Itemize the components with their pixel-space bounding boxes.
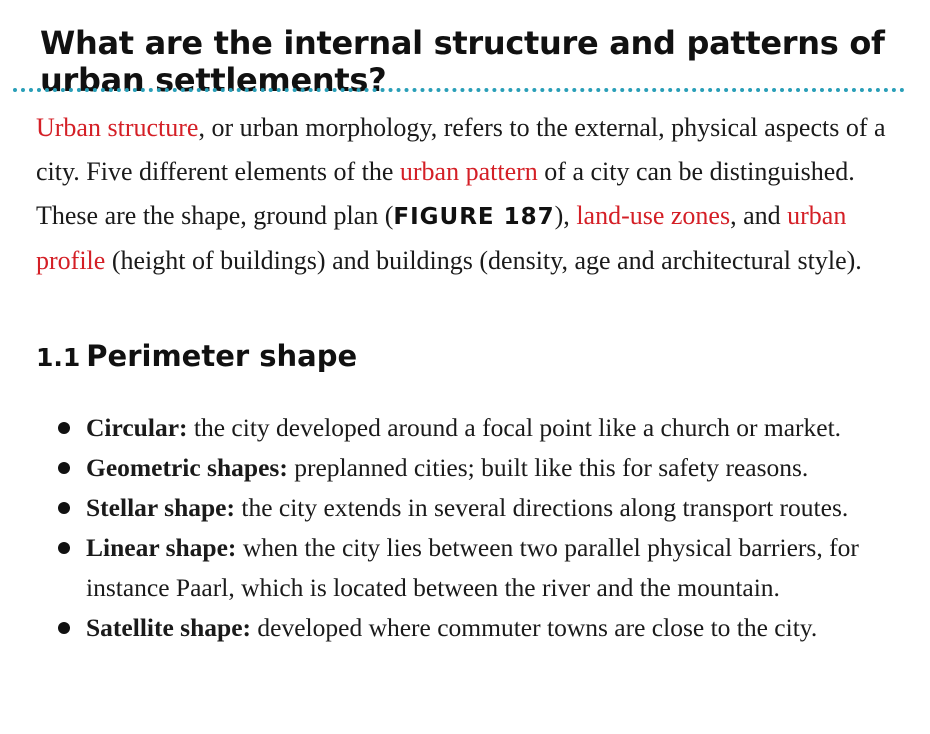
list-item-circular	[0, 408, 926, 448]
intro-text-5: (height of buildings) and buildings (density, age and architectural style).	[105, 246, 862, 275]
bullet-text: the city extends in several directions along transport routes.	[235, 493, 849, 522]
section-heading	[36, 336, 357, 378]
bullet-text: developed where commuter towns are close to the city.	[251, 613, 818, 642]
intro-paragraph	[36, 106, 916, 283]
list-item-linear	[0, 528, 926, 608]
section-number: 1.1	[36, 343, 81, 372]
figure-reference: FIGURE 187	[393, 204, 555, 230]
bullet-label: Linear shape:	[86, 533, 237, 562]
bullet-dot-icon	[58, 622, 70, 634]
bullet-text: the city developed around a focal point like a church or market.	[187, 413, 842, 442]
section-title: Perimeter shape	[86, 339, 358, 373]
intro-text-1: , or urban morphology, refers to the external, physical aspects of a city. Five different elements of the	[36, 113, 886, 186]
list-item-stellar	[0, 488, 926, 528]
bullet-dot-icon	[58, 422, 70, 434]
term-urban-pattern: urban pattern	[399, 157, 538, 186]
bullet-text: when the city lies between two parallel physical barriers, for instance Paarl, which is located between the river and the mountain.	[86, 533, 859, 602]
bullet-dot-icon	[58, 462, 70, 474]
intro-text-3: ),	[554, 201, 577, 230]
bullet-label: Stellar shape:	[86, 493, 235, 522]
shape-list	[0, 408, 930, 648]
bullet-dot-icon	[58, 542, 70, 554]
intro-text-4: , and	[730, 201, 788, 230]
bullet-text: preplanned cities; built like this for safety reasons.	[287, 453, 809, 482]
term-urban-structure: Urban structure	[36, 113, 199, 142]
bullet-label: Geometric shapes:	[86, 453, 288, 482]
intro-text-2: of a city can be distinguished. These are the shape, ground plan (	[36, 157, 855, 230]
page-title: What are the internal structure and patterns of urban settlements?	[40, 24, 885, 100]
list-item-satellite	[0, 608, 926, 648]
bullet-dot-icon	[58, 502, 70, 514]
bullet-label: Circular:	[86, 413, 188, 442]
dotted-divider	[13, 88, 905, 92]
bullet-label: Satellite shape:	[86, 613, 252, 642]
list-item-geometric	[0, 448, 926, 488]
term-land-use-zones: land-use zones	[576, 201, 731, 230]
term-urban-profile: urban profile	[36, 201, 847, 275]
